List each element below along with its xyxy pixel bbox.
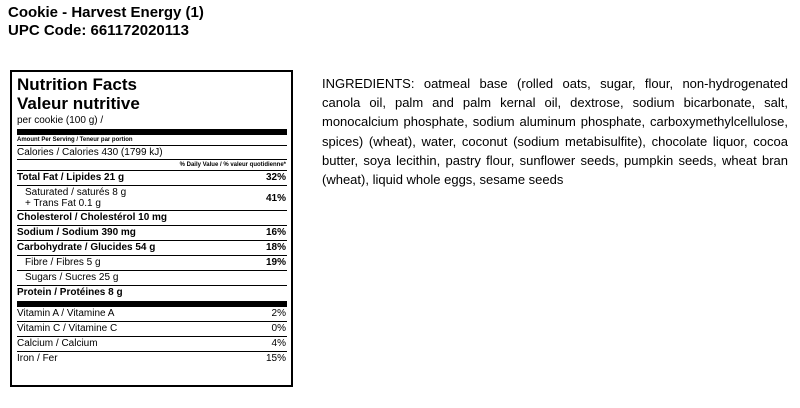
saturated-trans-row bbox=[17, 186, 287, 210]
total-fat-row bbox=[17, 171, 287, 185]
product-title: Cookie - Harvest Energy (1) bbox=[8, 4, 204, 21]
calories-row: Calories / Calories 430 (1799 kJ) bbox=[17, 147, 163, 158]
sugars-label: Sugars / Sucres 25 g bbox=[25, 272, 119, 283]
daily-value-header: % Daily Value / % valeur quotidienne* bbox=[179, 162, 286, 168]
iron-label: Iron / Fer bbox=[17, 353, 58, 364]
cholesterol-label: Cholesterol / Cholestérol 10 mg bbox=[17, 212, 168, 223]
nutrition-title-fr: Valeur nutritive bbox=[17, 94, 140, 113]
vitamin-a-row bbox=[17, 307, 287, 321]
upc-code: UPC Code: 661172020113 bbox=[8, 22, 189, 39]
vitamin-c-dv: 0% bbox=[271, 323, 286, 334]
saturated-trans-dv: 41% bbox=[265, 192, 286, 204]
serving-size: per cookie (100 g) / bbox=[17, 115, 104, 126]
fibre-label: Fibre / Fibres 5 g bbox=[25, 257, 101, 268]
iron-dv: 15% bbox=[265, 353, 286, 364]
protein-label: Protein / Protéines 8 g bbox=[17, 287, 123, 298]
vitamin-c-label: Vitamin C / Vitamine C bbox=[17, 323, 118, 334]
calcium-dv: 4% bbox=[271, 338, 286, 349]
carbohydrate-label: Carbohydrate / Glucides 54 g bbox=[17, 242, 156, 253]
iron-row bbox=[17, 352, 287, 366]
nutrition-facts-panel bbox=[10, 70, 293, 387]
sugars-row bbox=[17, 271, 287, 285]
calcium-row bbox=[17, 337, 287, 351]
sodium-row bbox=[17, 226, 287, 240]
trans-label: + Trans Fat 0.1 g bbox=[25, 198, 101, 209]
total-fat-dv: 32% bbox=[265, 172, 286, 183]
carbohydrate-row bbox=[17, 241, 287, 255]
vitamin-a-label: Vitamin A / Vitamine A bbox=[17, 308, 115, 319]
vitamin-c-row bbox=[17, 322, 287, 336]
calcium-label: Calcium / Calcium bbox=[17, 338, 98, 349]
nutrition-title-en: Nutrition Facts bbox=[17, 75, 137, 94]
fibre-dv: 19% bbox=[265, 257, 286, 268]
total-fat-label: Total Fat / Lipides 21 g bbox=[17, 172, 125, 183]
cholesterol-row bbox=[17, 211, 287, 225]
carbohydrate-dv: 18% bbox=[265, 242, 286, 253]
vitamin-a-dv: 2% bbox=[271, 308, 286, 319]
amount-per-serving: Amount Per Serving / Teneur par portion bbox=[17, 137, 133, 143]
ingredients-text: INGREDIENTS: oatmeal base (rolled oats, sugar, flour, non-hydrogenated canola oil, palm and palm kernal oil, dextrose, sodium bicarbonate, salt, monocalcium phosphate, sodium aluminum phosphate, carboxymethylcellulose, spices) (wheat), water, coconut (sodium metabisulfite), chocolate liquor, cocoa butter, soya lecithin, pastry flour, sunflower seeds, pumpkin seeds, wheat bran (wheat), liquid whole eggs, sesame seeds bbox=[322, 76, 788, 188]
saturated-label: Saturated / saturés 8 g bbox=[25, 187, 127, 198]
protein-row bbox=[17, 286, 287, 300]
sodium-dv: 16% bbox=[265, 227, 286, 238]
sodium-label: Sodium / Sodium 390 mg bbox=[17, 227, 136, 238]
fibre-row bbox=[17, 256, 287, 270]
